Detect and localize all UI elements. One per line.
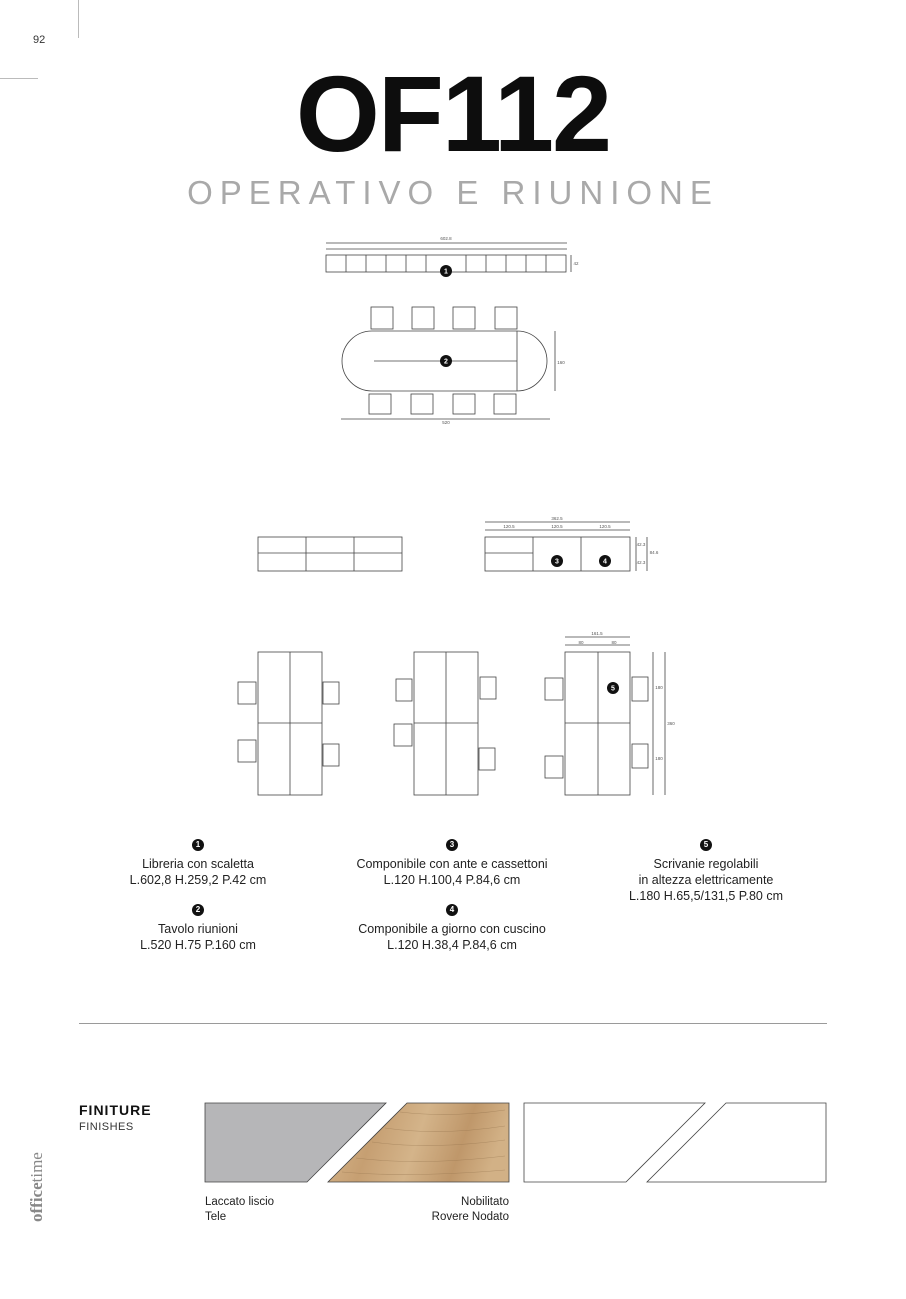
- legend-name-1: Libreria con scaletta: [142, 857, 254, 871]
- cab-section-dim-3: 120.5: [599, 524, 611, 529]
- section-divider: [79, 1023, 827, 1024]
- table-depth-dim: 160: [557, 360, 565, 365]
- marker-4: 4: [603, 558, 607, 566]
- product-title: OF112: [295, 53, 611, 174]
- cab-depth-dim: 84.6: [649, 550, 659, 555]
- desk-width-dim: 161.5: [591, 631, 603, 636]
- table-length-dim: 520: [442, 420, 450, 425]
- swatch-2-line1: Nobilitato: [461, 1196, 509, 1208]
- swatch-2-line2: Rovere Nodato: [431, 1211, 509, 1223]
- legend-item-2: [98, 900, 298, 953]
- cabinet-drawing-right: [485, 522, 647, 571]
- legend-number-3: 3: [446, 839, 458, 851]
- desk-total-dim: 360: [667, 721, 675, 726]
- finishes-subtitle: FINISHES: [79, 1121, 134, 1133]
- legend-item-4: [322, 900, 582, 953]
- legend-item-1: [98, 835, 298, 888]
- legend-name-3: Componibile con ante e cassettoni: [356, 857, 548, 871]
- cabinet-drawing-left: [258, 537, 402, 571]
- officetime-logo: [20, 1130, 50, 1230]
- cab-h1-dim: 42.3: [636, 542, 646, 547]
- legend-number-5: 5: [700, 839, 712, 851]
- legend-name-5: Scrivanie regolabili: [653, 857, 759, 871]
- product-subtitle: OPERATIVO E RIUNIONE: [187, 174, 719, 211]
- lib-depth-dim: 42: [573, 261, 579, 266]
- svg-text:officetime: [27, 1152, 46, 1222]
- swatch-1-line1: Laccato liscio: [205, 1196, 275, 1208]
- legend-dims-3: L.120 H.100,4 P.84,6 cm: [383, 873, 521, 887]
- legend-item-5: [596, 835, 816, 904]
- legend-dims-5: L.180 H.65,5/131,5 P.80 cm: [628, 889, 784, 903]
- cab-section-dim: 120.5: [503, 524, 515, 529]
- swatch-label-tele: [205, 1195, 274, 1225]
- swatch-1-line2: Tele: [205, 1211, 227, 1223]
- cab-section-dim-2: 120.5: [551, 524, 563, 529]
- marker-2: 2: [444, 358, 448, 366]
- legend-number-1: 1: [192, 839, 204, 851]
- legend-name-2: Tavolo riunioni: [158, 922, 238, 936]
- legend-dims-4: L.120 H.38,4 P.84,6 cm: [387, 938, 517, 952]
- swatch-label-rovere: [389, 1195, 509, 1225]
- finish-swatches: [0, 1090, 906, 1200]
- lib-total-dim: 602.8: [440, 236, 452, 241]
- logo-part-office: office: [27, 1182, 46, 1222]
- legend-name-4: Componibile a giorno con cuscino: [358, 922, 546, 936]
- desk-len-a-dim: 180: [655, 685, 663, 690]
- legend-number-4: 4: [446, 904, 458, 916]
- desk-drawing-3: [545, 637, 665, 795]
- desk-len-b-dim: 180: [655, 756, 663, 761]
- desk-drawing-1: [238, 652, 339, 795]
- legend-name-5-line2: in altezza elettricamente: [638, 873, 774, 887]
- desk-half-b-dim: 80: [611, 640, 617, 645]
- logo-part-time: time: [27, 1152, 46, 1183]
- marker-1: 1: [444, 268, 448, 276]
- legend-dims-2: L.520 H.75 P.160 cm: [140, 938, 256, 952]
- cab-h2-dim: 42.3: [636, 560, 646, 565]
- marker-3: 3: [555, 558, 559, 566]
- legend-item-3: [322, 835, 582, 888]
- finishes-title: FINITURE: [79, 1102, 152, 1118]
- legend-dims-1: L.602,8 H.259,2 P.42 cm: [129, 873, 267, 887]
- legend-number-2: 2: [192, 904, 204, 916]
- desk-drawing-2: [394, 652, 496, 795]
- page-number: 92: [33, 34, 46, 46]
- marker-5: 5: [611, 685, 615, 693]
- cab-total-dim: 362.5: [551, 516, 563, 521]
- desk-half-a-dim: 80: [578, 640, 584, 645]
